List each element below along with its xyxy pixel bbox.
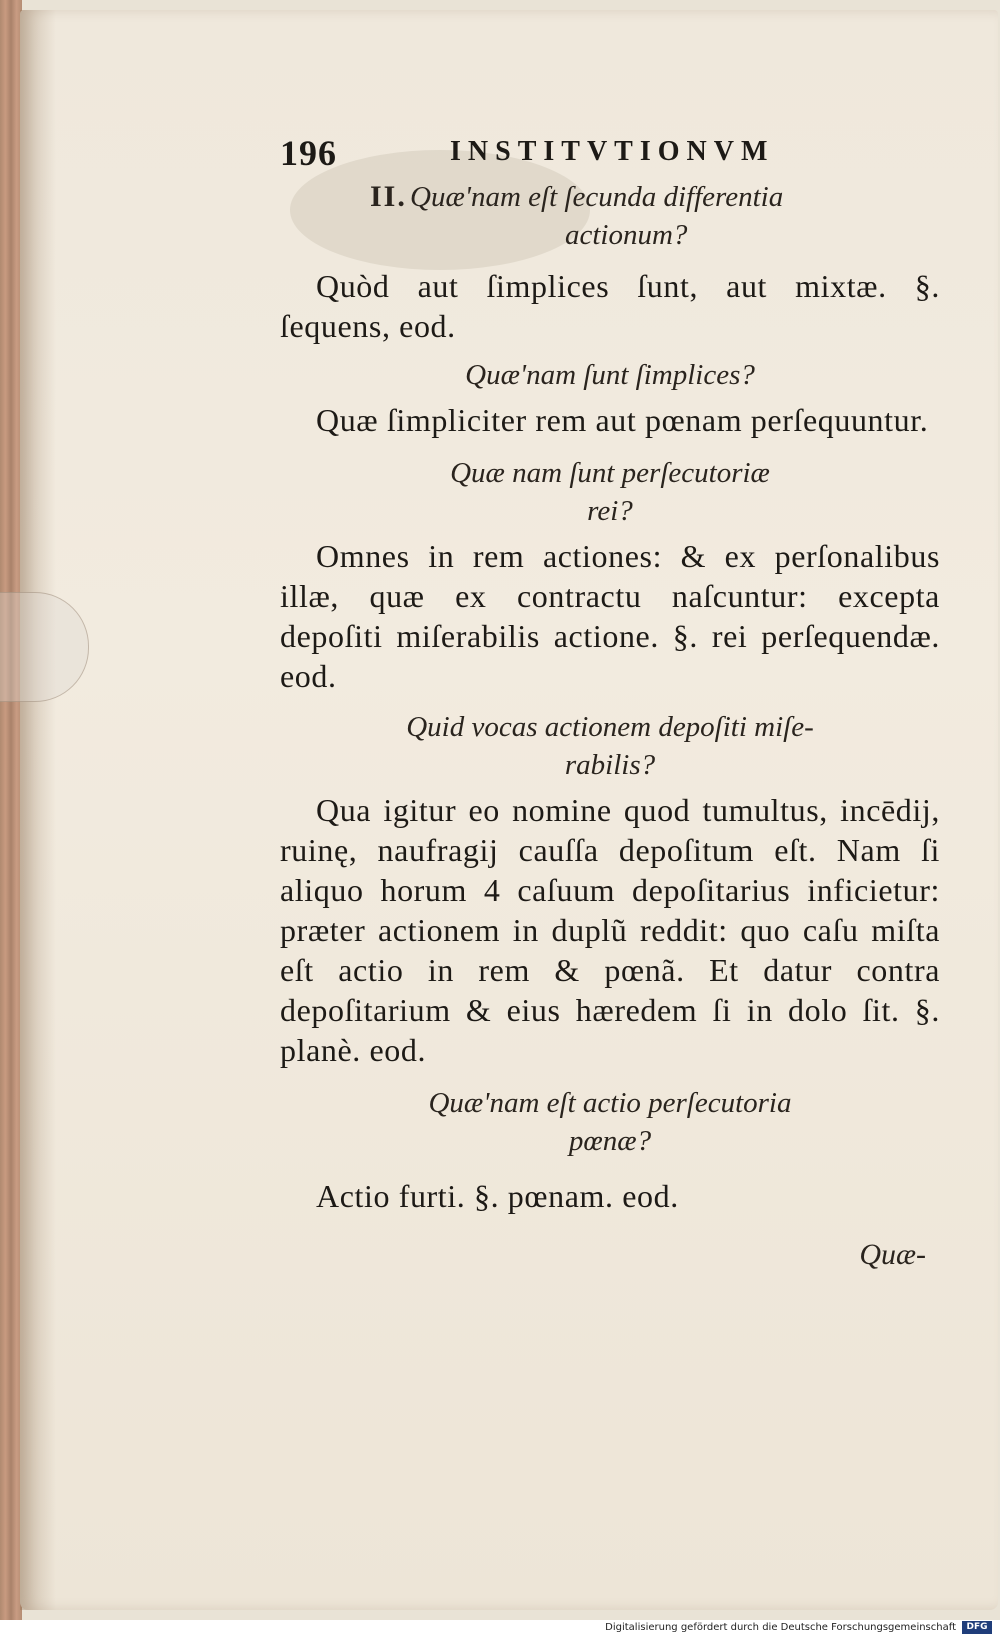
question-heading <box>280 356 940 394</box>
digitization-credit: Digitalisierung gefördert durch die Deutsche Forschungsgemeinschaft <box>605 1622 956 1633</box>
answer-text: Quæ ſimpliciter rem aut pœnam perſequuntur. <box>316 402 929 438</box>
dfg-logo: DFG <box>962 1621 992 1634</box>
answer-text: Qua igitur eo nomine quod tumultus, incēdij, ruinę, naufragij cauſſa depoſitum eſt. Nam ſi aliquo horum 4 caſuum depoſitarius inficietur: præter actionem in duplũ reddit: quo caſu miſta eſt actio in rem & pœnã. Et datur contra depoſitarium & eius hæredem ſi in dolo ſit. §. planè. eod. <box>280 792 940 1068</box>
answer-text: Omnes in rem actiones: & ex perſonalibus illæ, quæ ex contractu naſcuntur: excepta depoſiti miſerabilis actione. §. rei perſequendæ. eod. <box>280 538 940 694</box>
question-line: Quæ'nam eſt actio perſecutoria <box>428 1087 792 1119</box>
answer-text: Actio furti. §. pœnam. eod. <box>316 1178 679 1214</box>
question-heading <box>280 178 940 254</box>
answer-paragraph <box>280 536 940 696</box>
running-head <box>280 126 940 178</box>
question-line: rei? <box>587 495 633 527</box>
question-line: pœnæ? <box>568 1125 652 1157</box>
catchword: Quæ- <box>859 1238 926 1271</box>
answer-paragraph <box>280 790 940 1070</box>
question-line: Quæ'nam ſunt ſimplices? <box>465 359 755 391</box>
question-heading <box>280 708 940 784</box>
question-heading <box>280 454 940 530</box>
answer-paragraph <box>280 266 940 346</box>
section-number: II. <box>370 180 407 213</box>
question-line: actionum? <box>565 219 688 251</box>
book-edge <box>0 0 22 1620</box>
page-number: 196 <box>280 133 337 173</box>
question-line: Quid vocas actionem depoſiti miſe- <box>406 711 814 743</box>
page-text <box>280 126 940 1226</box>
question-line: Quæ nam ſunt perſecutoriæ <box>450 457 770 489</box>
question-line: Quæ'nam eſt ſecunda differentia <box>410 181 784 213</box>
running-title: INSTITVTIONVM <box>450 136 775 167</box>
answer-paragraph <box>280 400 940 440</box>
answer-text: Quòd aut ſimplices ſunt, aut mixtæ. §. ſequens, eod. <box>280 268 940 344</box>
question-heading <box>280 1084 940 1160</box>
question-line: rabilis? <box>564 749 656 781</box>
answer-paragraph <box>280 1176 940 1216</box>
gutter-shadow <box>20 10 56 1610</box>
